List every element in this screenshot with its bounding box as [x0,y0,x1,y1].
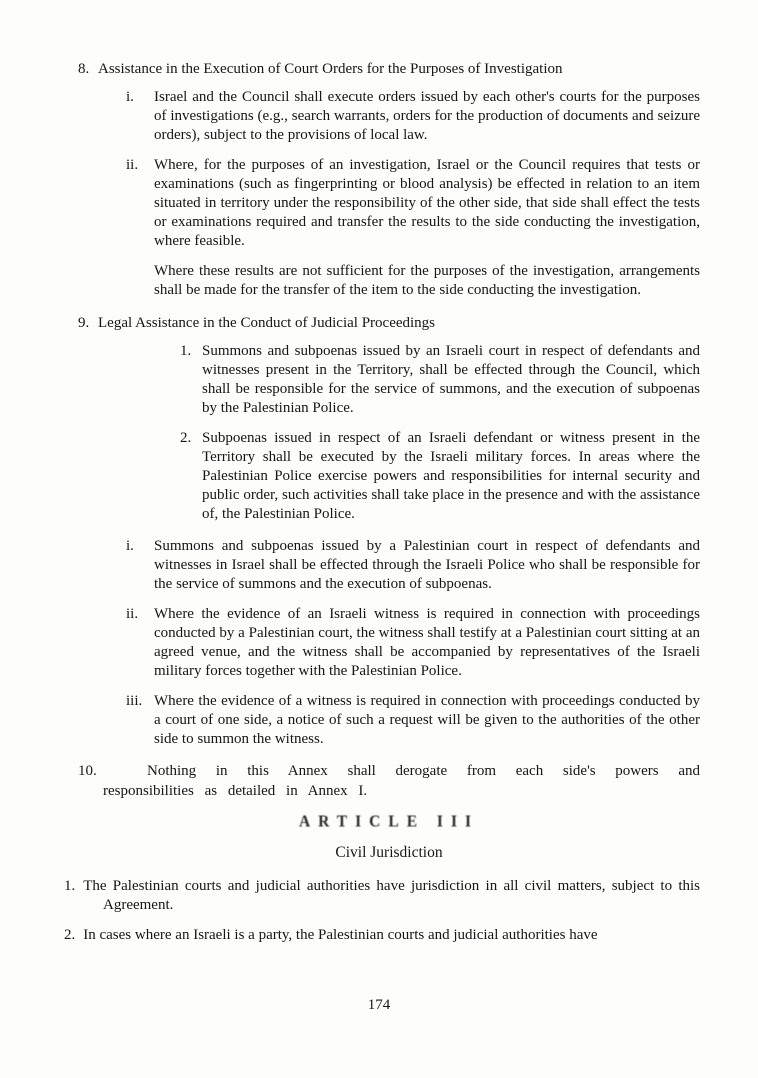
item-8-sub-i-number: i. [126,89,134,106]
civil-item-1 [64,877,700,915]
item-8-sub-ii-continuation: Where these results are not sufficient for the purposes of the investigation, arrangements shall be made for the transfer of the item to the side conducting the investigation. [154,263,700,299]
item-9-sub-1 [180,342,700,418]
civil-item-1-number: 1. [64,877,76,894]
item-9-sub-i [126,537,700,594]
item-9-sub-i-text: Summons and subpoenas issued by a Palestinian court in respect of defendants and witnesses in Israel shall be effected through the Israeli Police who shall be responsible for the service of summons and the execution of subpoenas. [154,537,700,593]
item-8-sub-ii [126,156,700,251]
civil-item-2-body [64,926,700,945]
item-9-sub-ii-text: Where the evidence of an Israeli witness is required in connection with proceedings conducted by a Palestinian court, the witness shall testify at a Palestinian court sitting at an agreed venue, and the witness shall be accompanied by representatives of the Israeli military forces together with the Palestinian Police. [154,606,700,680]
civil-item-2-number: 2. [64,926,76,943]
item-8-sub-ii-number: ii. [126,157,139,174]
item-9-sub-iii [126,692,700,749]
item-9-sub-2 [180,429,700,524]
article-heading: ARTICLE III [298,811,480,831]
item-9-sub-2-text: Subpoenas issued in respect of an Israeli defendant or witness present in the Territory shall be executed by the Israeli military forces. In areas where the Palestinian Police exercise powers and responsibilities for internal security and public order, such activities shall take place in the presence and with the assistance of, the Palestinian Police. [202,429,700,522]
article-subtitle: Civil Jurisdiction [335,844,443,862]
item-10-number: 10. [78,763,97,780]
item-9-sub-1-number: 1. [180,342,192,359]
item-8-sub-i [126,88,700,145]
civil-item-2 [64,926,700,945]
item-9-sub-ii-number: ii. [126,606,139,623]
item-9-sub-i-number: i. [126,537,134,554]
item-9-sub-ii [126,605,700,681]
civil-item-1-text: The Palestinian courts and judicial authorities have jurisdiction in all civil matters, subject to this Agreement. [83,877,700,913]
item-9-heading [78,314,700,333]
item-9-sub-1-text: Summons and subpoenas issued by an Israeli court in respect of defendants and witnesses present in the Territory, shall be effected through the Council, which shall be responsible for the service of summons, and the execution of subpoenas by the Palestinian Police. [202,342,700,416]
item-8-sub-ii-text: Where, for the purposes of an investigation, Israel or the Council requires that tests or examinations (such as fingerprinting or blood analysis) be effected in relation to an item situated in territory under the responsibility of the other side, that side shall effect the tests or examinations required and transfer the results to the side conducting the investigation, where feasible. [154,157,700,250]
item-9-number: 9. [78,314,90,331]
item-10 [78,762,700,800]
item-9-sub-iii-text: Where the evidence of a witness is required in connection with proceedings conducted by a court of one side, a notice of such a request will be given to the authorities of the other side to summon the witness. [154,693,700,748]
page-number: 174 [367,997,391,1013]
item-9-title: Legal Assistance in the Conduct of Judicial Proceedings [98,314,436,331]
item-9-sub-iii-number: iii. [126,693,143,710]
item-8-number: 8. [78,61,90,77]
civil-item-1-body [64,877,700,915]
item-9-sub-2-number: 2. [180,429,192,446]
item-8-sub-i-text: Israel and the Council shall execute orders issued by each other's courts for the purposes of investigations (e.g., search warrants, orders for the production of documents and seizure orders), subject to the provisions of local law. [154,89,700,144]
item-8-heading [78,60,700,79]
item-10-text: Nothing in this Annex shall derogate from each side's powers and responsibilities as detailed in Annex I. [103,763,700,799]
civil-item-2-text: In cases where an Israeli is a party, the Palestinian courts and judicial authorities have [83,926,598,943]
item-8-title: Assistance in the Execution of Court Orders for the Purposes of Investigation [98,61,563,77]
